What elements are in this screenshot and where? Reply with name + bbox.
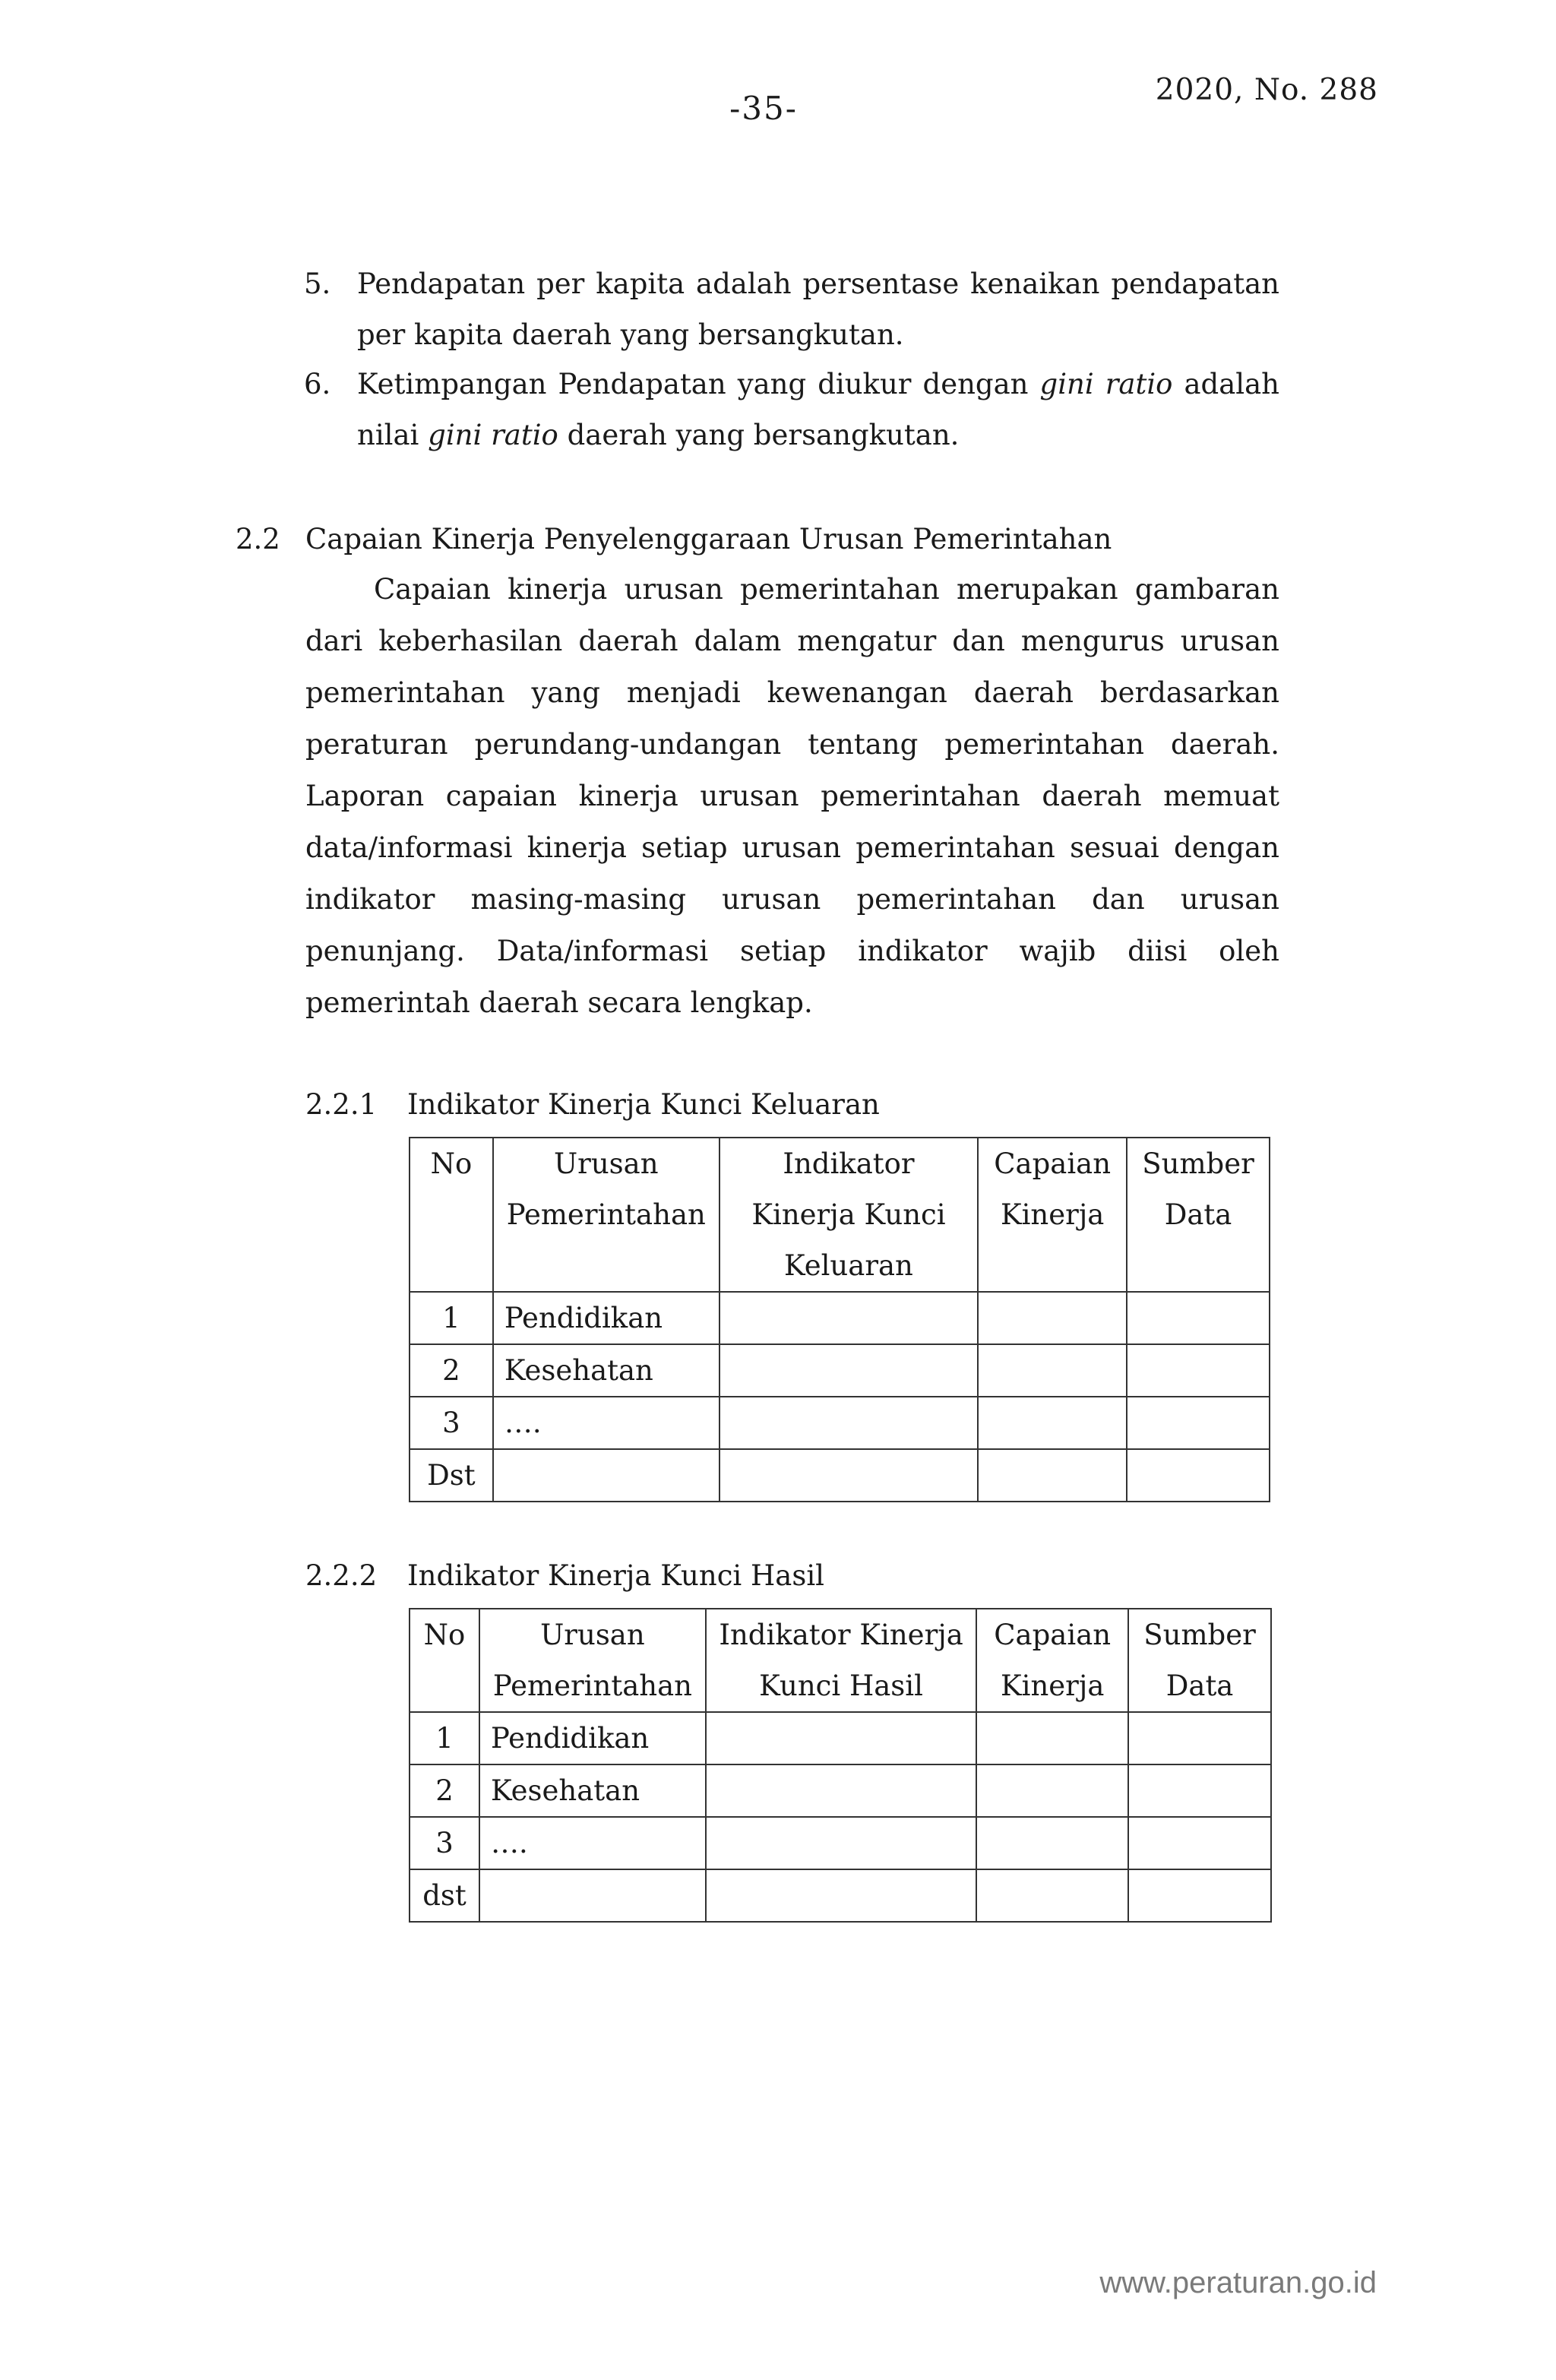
column-header-indikator: Indikator Kinerja Kunci Keluaran bbox=[719, 1138, 978, 1292]
section-paragraph: Capaian kinerja urusan pemerintahan merupakan gambaran dari keberhasilan daerah dalam mengatur dan mengurus urusan pemerintahan yang menjadi kewenangan daerah berdasarkan peraturan perundang-undangan tentang pemerintahan daerah. Laporan capaian kinerja urusan pemerintahan daerah memuat data/informasi kinerja setiap urusan pemerintahan sesuai dengan indikator masing-masing urusan pemerintahan dan urusan penunjang. Data/informasi setiap indikator wajib diisi oleh pemerintah daerah secara lengkap. bbox=[305, 573, 1279, 1019]
table-cell: Dst bbox=[410, 1449, 493, 1502]
table-cell: …. bbox=[479, 1817, 706, 1869]
table-cell: 3 bbox=[410, 1817, 479, 1869]
table-cell bbox=[978, 1292, 1127, 1344]
table-cell bbox=[706, 1764, 976, 1817]
table-cell: Kesehatan bbox=[479, 1764, 706, 1817]
subsection-title: Indikator Kinerja Kunci Hasil bbox=[407, 1559, 825, 1592]
table-cell bbox=[719, 1397, 978, 1449]
list-item-5 bbox=[304, 258, 1279, 360]
table-cell bbox=[479, 1869, 706, 1922]
table-row bbox=[410, 1292, 1270, 1344]
table-cell: …. bbox=[493, 1397, 719, 1449]
column-header-urusan: Urusan Pemerintahan bbox=[479, 1609, 706, 1712]
table-row bbox=[410, 1449, 1270, 1502]
table-cell: 2 bbox=[410, 1344, 493, 1397]
table-cell bbox=[1128, 1764, 1271, 1817]
text-segment: Ketimpangan Pendapatan yang diukur dengan bbox=[357, 368, 1040, 400]
page-number: -35- bbox=[729, 90, 798, 127]
table-header-row bbox=[410, 1138, 1270, 1292]
subsection-heading-hasil bbox=[305, 1550, 824, 1601]
list-item-number: 6. bbox=[304, 368, 331, 400]
table-row bbox=[410, 1712, 1271, 1764]
table-cell: 1 bbox=[410, 1712, 479, 1764]
table-cell bbox=[719, 1292, 978, 1344]
table-cell bbox=[493, 1449, 719, 1502]
table-cell bbox=[706, 1712, 976, 1764]
table-cell bbox=[1127, 1449, 1270, 1502]
table-cell bbox=[978, 1344, 1127, 1397]
italic-term: gini ratio bbox=[1039, 368, 1173, 400]
table-cell bbox=[1127, 1397, 1270, 1449]
column-header-urusan: Urusan Pemerintahan bbox=[493, 1138, 719, 1292]
section-heading bbox=[236, 514, 1112, 565]
table-cell: Pendidikan bbox=[479, 1712, 706, 1764]
table-row bbox=[410, 1869, 1271, 1922]
table-row bbox=[410, 1397, 1270, 1449]
subsection-title: Indikator Kinerja Kunci Keluaran bbox=[407, 1088, 880, 1121]
section-title: Capaian Kinerja Penyelenggaraan Urusan Pemerintahan bbox=[305, 523, 1112, 555]
table-cell bbox=[1127, 1344, 1270, 1397]
table-row bbox=[410, 1344, 1270, 1397]
table-cell bbox=[1128, 1869, 1271, 1922]
table-cell: 1 bbox=[410, 1292, 493, 1344]
list-item-text: Pendapatan per kapita adalah persentase kenaikan pendapatan per kapita daerah yang bersangkutan. bbox=[357, 267, 1279, 351]
table-cell bbox=[706, 1869, 976, 1922]
table-cell bbox=[976, 1817, 1128, 1869]
list-item-6 bbox=[304, 359, 1279, 460]
list-item-text bbox=[357, 359, 1279, 460]
column-header-sumber: Sumber Data bbox=[1128, 1609, 1271, 1712]
subsection-heading-keluaran bbox=[305, 1079, 880, 1130]
table-cell bbox=[719, 1449, 978, 1502]
column-header-no: No bbox=[410, 1138, 493, 1292]
table-cell bbox=[1128, 1817, 1271, 1869]
table-header-row bbox=[410, 1609, 1271, 1712]
table-cell bbox=[719, 1344, 978, 1397]
section-number: 2.2 bbox=[236, 523, 280, 555]
table-cell bbox=[976, 1764, 1128, 1817]
table-cell bbox=[978, 1449, 1127, 1502]
table-cell: dst bbox=[410, 1869, 479, 1922]
table-cell bbox=[1127, 1292, 1270, 1344]
column-header-indikator: Indikator Kinerja Kunci Hasil bbox=[706, 1609, 976, 1712]
table-cell: Pendidikan bbox=[493, 1292, 719, 1344]
column-header-sumber: Sumber Data bbox=[1127, 1138, 1270, 1292]
table-row bbox=[410, 1817, 1271, 1869]
table-cell bbox=[1128, 1712, 1271, 1764]
document-reference: 2020, No. 288 bbox=[1155, 73, 1378, 107]
column-header-capaian: Capaian Kinerja bbox=[976, 1609, 1128, 1712]
column-header-no: No bbox=[410, 1609, 479, 1712]
list-item-number: 5. bbox=[304, 267, 331, 300]
table-cell bbox=[706, 1817, 976, 1869]
text-segment: daerah yang bersangkutan. bbox=[558, 419, 960, 451]
italic-term: gini ratio bbox=[428, 419, 558, 451]
kpi-outcome-table bbox=[409, 1608, 1272, 1923]
table-cell: Kesehatan bbox=[493, 1344, 719, 1397]
text-segment: adalah nilai bbox=[357, 368, 1279, 451]
column-header-capaian: Capaian Kinerja bbox=[978, 1138, 1127, 1292]
kpi-output-table bbox=[409, 1137, 1270, 1502]
table-cell bbox=[976, 1869, 1128, 1922]
website-watermark: www.peraturan.go.id bbox=[1099, 2266, 1377, 2299]
subsection-number: 2.2.1 bbox=[305, 1088, 378, 1121]
table-cell bbox=[976, 1712, 1128, 1764]
table-row bbox=[410, 1764, 1271, 1817]
table-cell: 2 bbox=[410, 1764, 479, 1817]
table-cell bbox=[978, 1397, 1127, 1449]
subsection-number: 2.2.2 bbox=[305, 1559, 378, 1592]
table-cell: 3 bbox=[410, 1397, 493, 1449]
